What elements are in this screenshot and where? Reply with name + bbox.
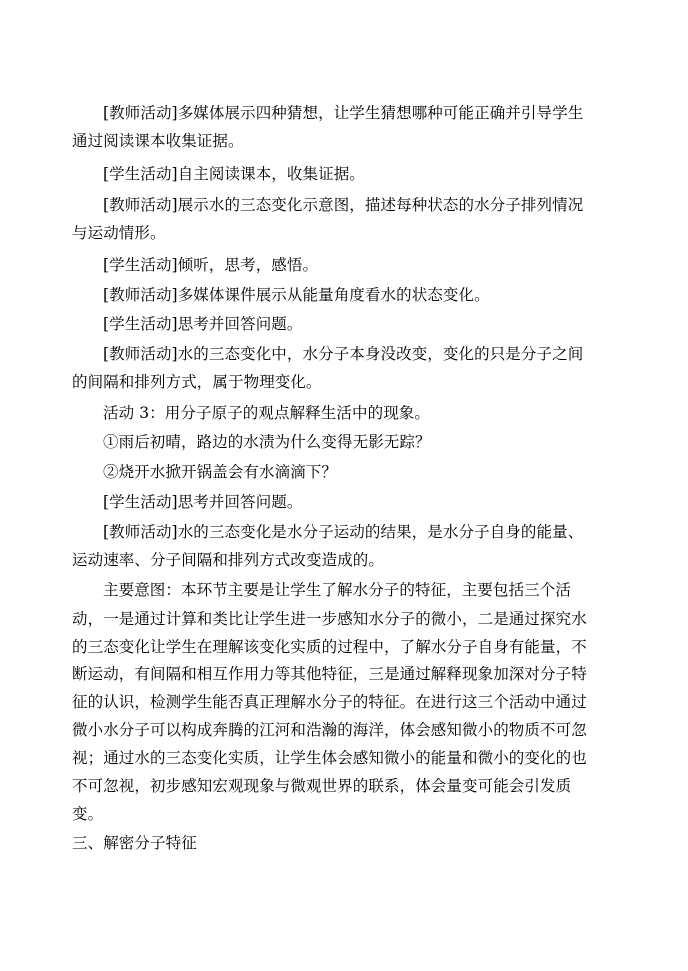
text-line: 主要意图：本环节主要是让学生了解水分子的特征，主要包括三个活 — [103, 581, 572, 599]
text-line: 动，一是通过计算和类比让学生进一步感知水分子的微小，二是通过探究水 — [72, 610, 587, 628]
text-line: [学生活动]思考并回答问题。 — [103, 493, 303, 511]
text-line: 征的认识，检测学生能否真正理解水分子的特征。在进行这三个活动中通过 — [72, 693, 587, 711]
text-line: 断运动，有间隔和相互作用力等其他特征，三是通过解释现象加深对分子特 — [72, 665, 587, 683]
text-line: ②烧开水掀开锅盖会有水滴滴下？ — [103, 463, 338, 481]
text-line: [教师活动]多媒体课件展示从能量角度看水的状态变化。 — [103, 286, 490, 304]
text-line: 的间隔和排列方式，属于物理变化。 — [72, 373, 322, 391]
text-line: [教师活动]水的三态变化中，水分子本身没改变，变化的只是分子之间 — [103, 345, 584, 363]
text-line: [教师活动]多媒体展示四种猜想，让学生猜想哪种可能正确并引导学生 — [103, 104, 584, 122]
text-line: 通过阅读课本收集证据。 — [72, 132, 244, 150]
text-line: 视；通过水的三态变化实质，让学生体会感知微小的能量和微小的变化的也 — [72, 749, 587, 767]
text-line: 与运动情形。 — [72, 224, 166, 242]
text-line: 的三态变化让学生在理解该变化实质的过程中，了解水分子自身有能量，不 — [72, 638, 587, 656]
text-line: [学生活动]思考并回答问题。 — [103, 315, 303, 333]
text-line: [教师活动]展示水的三态变化示意图，描述每种状态的水分子排列情况 — [103, 196, 584, 214]
text-line: 不可忽视，初步感知宏观现象与微观世界的联系，体会量变可能会引发质 — [72, 777, 572, 795]
section-heading: 三、解密分子特征 — [72, 834, 197, 852]
text-line: [学生活动]倾听，思考，感悟。 — [103, 256, 319, 274]
text-line: 活动 3：用分子原子的观点解释生活中的现象。 — [103, 404, 430, 422]
text-line: [教师活动]水的三态变化是水分子运动的结果，是水分子自身的能量、 — [103, 523, 584, 541]
text-line: ①雨后初晴，路边的水渍为什么变得无影无踪？ — [103, 433, 431, 451]
text-line: 变。 — [72, 805, 104, 823]
text-line: 运动速率、分子间隔和排列方式改变造成的。 — [72, 551, 385, 569]
text-line: 微小水分子可以构成奔腾的江河和浩瀚的海洋，体会感知微小的物质不可忽 — [72, 721, 587, 739]
text-line: [学生活动]自主阅读课本，收集证据。 — [103, 165, 365, 183]
